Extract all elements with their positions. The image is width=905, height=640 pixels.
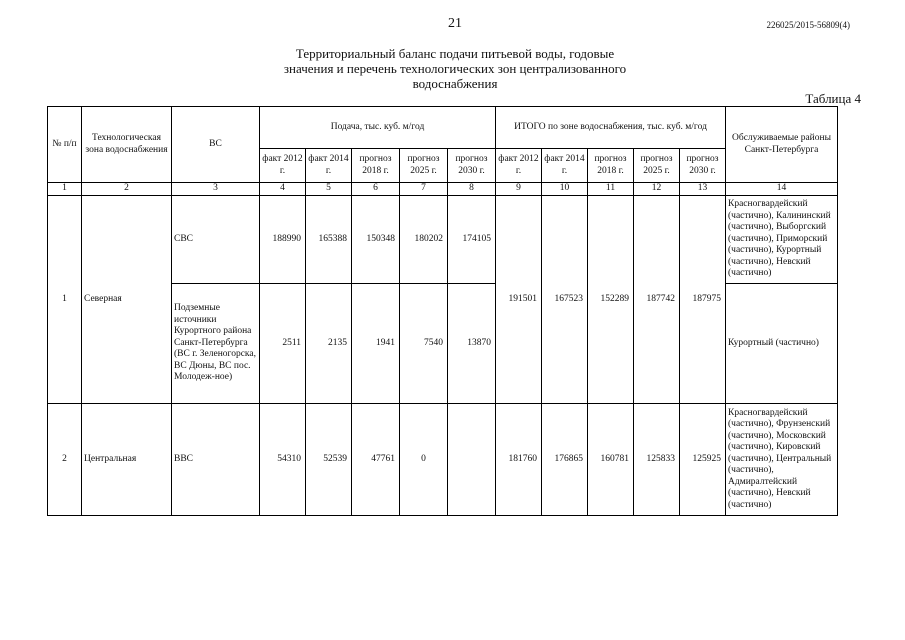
column-number: 3 — [172, 183, 260, 196]
supply-value: 1941 — [352, 284, 400, 404]
column-number: 6 — [352, 183, 400, 196]
total-value: 187742 — [634, 196, 680, 404]
total-value: 187975 — [680, 196, 726, 404]
supply-value: 174105 — [448, 196, 496, 284]
column-number: 2 — [82, 183, 172, 196]
total-value: 125833 — [634, 404, 680, 516]
column-number: 13 — [680, 183, 726, 196]
total-value: 160781 — [588, 404, 634, 516]
row-num: 1 — [48, 196, 82, 404]
column-number: 12 — [634, 183, 680, 196]
header-year: прогноз 2018 г. — [588, 149, 634, 183]
column-number: 10 — [542, 183, 588, 196]
supply-value: 7540 — [400, 284, 448, 404]
header-num: № п/п — [48, 107, 82, 183]
column-number: 5 — [306, 183, 352, 196]
header-supply-group: Подача, тыс. куб. м/год — [260, 107, 496, 149]
vs-name: Подземные источники Курортного района Санкт-Петербурга (ВС г. Зеленогорска, ВС Дюны, ВС пос. Молодеж-ное) — [172, 284, 260, 404]
document-id: 226025/2015-56809(4) — [766, 20, 850, 30]
vs-name: ВВС — [172, 404, 260, 516]
page-number: 21 — [448, 16, 462, 31]
column-number: 4 — [260, 183, 306, 196]
supply-value: 165388 — [306, 196, 352, 284]
table-label: Таблица 4 — [805, 91, 861, 106]
title-line: значения и перечень технологических зон централизованного — [283, 61, 627, 76]
balance-table — [47, 106, 838, 516]
column-number: 11 — [588, 183, 634, 196]
title-line: водоснабжения — [412, 76, 498, 91]
header-year: прогноз 2018 г. — [352, 149, 400, 183]
supply-value: 2135 — [306, 284, 352, 404]
supply-value: 0 — [400, 404, 448, 516]
document-title — [230, 46, 680, 91]
total-value: 152289 — [588, 196, 634, 404]
column-number: 8 — [448, 183, 496, 196]
header-zone: Технологическая зона водоснабжения — [82, 107, 172, 183]
supply-value: 150348 — [352, 196, 400, 284]
total-value: 125925 — [680, 404, 726, 516]
vs-name: СВС — [172, 196, 260, 284]
header-districts: Обслуживаемые районы Санкт-Петербурга — [726, 107, 838, 183]
supply-value: 47761 — [352, 404, 400, 516]
total-value: 176865 — [542, 404, 588, 516]
header-year: прогноз 2030 г. — [680, 149, 726, 183]
header-year: факт 2012 г. — [260, 149, 306, 183]
table-row — [48, 404, 838, 516]
column-number: 1 — [48, 183, 82, 196]
supply-value: 180202 — [400, 196, 448, 284]
title-line: Территориальный баланс подачи питьевой воды, годовые — [295, 46, 615, 61]
header-year: прогноз 2030 г. — [448, 149, 496, 183]
header-vs: ВС — [172, 107, 260, 183]
row-num: 2 — [48, 404, 82, 516]
total-value: 167523 — [542, 196, 588, 404]
zone-name: Северная — [82, 196, 172, 404]
header-year: факт 2014 г. — [542, 149, 588, 183]
table-row — [48, 196, 838, 284]
header-year: прогноз 2025 г. — [400, 149, 448, 183]
header-year: прогноз 2025 г. — [634, 149, 680, 183]
supply-value: 2511 — [260, 284, 306, 404]
column-number: 9 — [496, 183, 542, 196]
supply-value: 54310 — [260, 404, 306, 516]
total-value: 181760 — [496, 404, 542, 516]
supply-value: 13870 — [448, 284, 496, 404]
districts-cell: Красногвардейский (частично), Калининский (частично), Выборгский (частично), Приморский (частично), Курортный (частично), Невский (частично) — [726, 196, 838, 284]
supply-value — [448, 404, 496, 516]
districts-cell: Красногвардейский (частично), Фрунзенский (частично), Московский (частично), Кировский (частично), Центральный (частично), Адмиралтейский (частично), Невский (частично) — [726, 404, 838, 516]
column-number: 14 — [726, 183, 838, 196]
supply-value: 188990 — [260, 196, 306, 284]
header-year: факт 2014 г. — [306, 149, 352, 183]
header-year: факт 2012 г. — [496, 149, 542, 183]
zone-name: Центральная — [82, 404, 172, 516]
districts-cell: Курортный (частично) — [726, 284, 838, 404]
supply-value: 52539 — [306, 404, 352, 516]
column-number: 7 — [400, 183, 448, 196]
header-total-group: ИТОГО по зоне водоснабжения, тыс. куб. м/год — [496, 107, 726, 149]
total-value: 191501 — [496, 196, 542, 404]
